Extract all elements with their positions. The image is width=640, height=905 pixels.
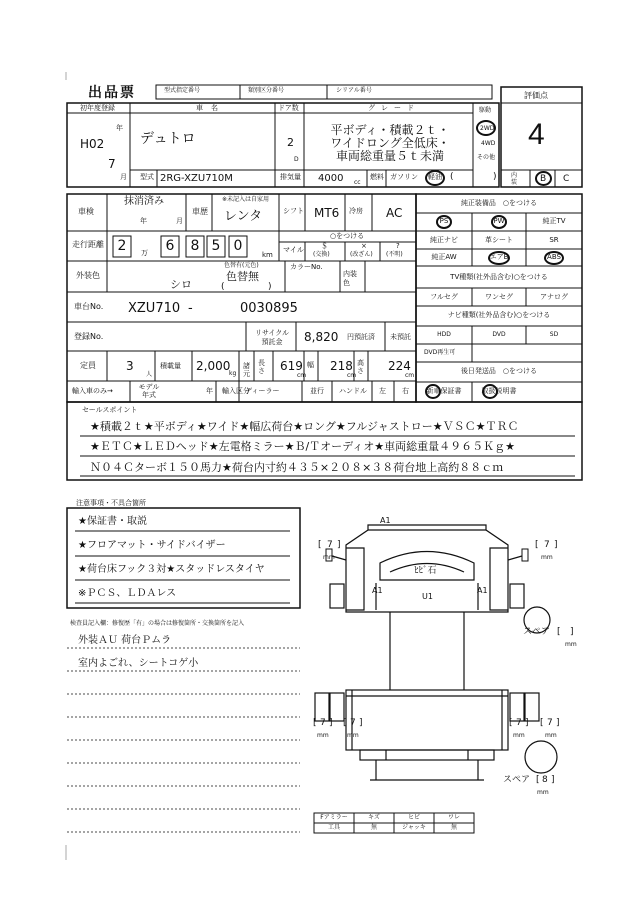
interior-c: C [563,174,570,184]
tread-rear-right-outer-close: ] [556,718,560,728]
truck-diagram [315,525,557,780]
tread-front-left-close: ] [337,540,341,550]
tread-front-right-unit: mm [541,554,553,561]
fuel-paren-close: ) [493,172,497,182]
month-unit: 月 [120,173,127,181]
equip-airbag: エアB [489,253,509,261]
pay-label: 諸元 [243,362,250,378]
interior-b: B [540,174,547,184]
drive-label: 駆動 [479,107,492,114]
spare-bottom-value: 8 [542,775,548,785]
spare-top-label: スペア [523,627,551,637]
import-dealer: ディーラー [245,387,280,395]
load-label: 積載量 [160,362,181,370]
history-label: 車歴 [192,207,208,216]
tv-analog: アナログ [540,293,568,301]
sales-point-line-1: ★積載２ｔ★平ボディ★ワイド★幅広荷台★ロング★フルジャストロー★ＶＳＣ★ＴＲＣ [90,420,519,433]
width-unit: cm [347,372,357,379]
import-parallel: 並行 [310,387,324,395]
navi-dvd: DVD [492,331,506,338]
tread-rear-left-outer: 7 [320,718,326,728]
doors-label: ドア数 [278,104,299,112]
tread-front-right-close: ] [554,540,558,550]
mileage-digit-2: 6 [165,238,175,254]
drive-2wd: 2WD [480,125,495,132]
mileage-digit-4: 5 [211,238,221,254]
equip-abs-circle [544,251,564,265]
recycle-label: リサイクル預託金 [254,329,290,346]
tv-fullseg: フルセグ [430,293,458,301]
grade-label: グレード [368,104,420,112]
length-unit: cm [297,372,307,379]
sales-point-line-2: ★ＥＴＣ★ＬＥＤヘッド★左電格ミラー★Ｂ/Ｔオーディオ★車両総重量４９６５Ｋｇ★ [90,440,515,453]
note-line-2: ★フロアマット・サイドバイザー [78,540,226,551]
dvd-playback-label: DVD再生可 [424,349,456,356]
navi-hdd: HDD [437,331,451,338]
load-unit: kg [229,370,237,377]
model-label: 型式 [140,173,154,181]
meter-circle-note: ○をつける [330,232,365,240]
length-label: 長さ [258,359,265,375]
sales-points-label: セールスポイント [82,406,138,414]
tread-rear-left-outer-open: [ [313,718,317,728]
handle-left: 左 [379,387,386,395]
spare-bottom-open: [ [536,775,540,785]
tread-front-right-open: [ [535,540,539,550]
docs-manual: 取扱説明書 [481,387,517,395]
equip-tv: 純正TV [542,217,566,225]
meter-opt-3-label: (不明) [386,251,403,258]
handle-right: 右 [402,387,409,395]
tread-rear-right-outer-open: [ [540,718,544,728]
interior-b-circle [535,171,552,186]
meter-opt-1-label: (交換) [313,251,330,258]
doors-unit: D [294,156,299,163]
tread-rear-left-outer-close: ] [329,718,333,728]
navi-sd: SD [549,331,559,338]
history-value: レンタ [224,209,263,224]
spare-top-bracket-open: [ [557,627,561,637]
tread-rear-right-inner: 7 [516,718,522,728]
equipment-title: 純正装備品 ○をつける [460,199,538,207]
grade-line-2: ワイドロング全低床・ [330,136,450,150]
fuel-gas: ガソリン [390,173,418,181]
meter-label: マイル [283,246,304,254]
tv-oneseg: ワンセグ [485,293,513,301]
inspector-line-2: 室内よごれ、シートコゲ小 [78,658,199,669]
class-code-label: 類別区分番号 [248,87,285,94]
inspector-line-1: 外装ＡＵ 荷台Ｐムラ [78,635,172,646]
docs-warranty-circle [425,384,441,399]
displacement-label: 排気量 [280,173,301,181]
year-unit: 年 [116,124,123,132]
meter-opt-2: × [361,242,367,250]
model-year-unit: 年 [206,387,213,395]
note-line-3: ★荷台床フック３対★スタッドレスタイヤ [78,564,265,575]
height-label: 高さ [357,359,364,375]
spare-top-unit: mm [565,641,577,648]
drive-other: その他 [477,154,496,161]
displacement-unit: cc [354,179,361,186]
tv-title: TV種類(社外品含む)○をつける [450,273,548,281]
damage-a1-roof: A1 [380,516,391,525]
equip-abs: ABS [547,253,561,261]
docs-warranty: 新車保証書 [426,387,462,395]
spare-top-bracket-close: ] [570,627,574,637]
color-change-value: 色替無 [226,270,259,283]
notes-label: 注意事項・不具合箇所 [76,499,146,507]
inspection-year-unit: 年 [140,217,147,225]
damage-a1-right: A1 [477,586,488,595]
tread-rear-left-inner-close: ] [359,718,363,728]
capacity-value: 3 [126,359,134,373]
rating-label: 評価点 [524,91,548,100]
note-line-1: ★保証書・取説 [78,516,147,527]
tread-front-right-value: 7 [544,540,550,550]
legend-header-2: キズ [368,814,380,821]
interior-color-label: 内装色 [343,270,357,287]
tread-rear-right-inner-close: ] [525,718,529,728]
first-reg-month: 7 [108,157,116,171]
meter-opt-1: ＄ [321,242,328,250]
tread-rear-left-inner-unit: mm [347,732,359,739]
ac-label: 冷房 [349,207,363,215]
sales-point-line-3: Ｎ０４Ｃターボ１５０馬力★荷台内寸約４３５×２０８×３８荷台地上高約８８ｃｍ [90,461,504,474]
drive-4wd: 4WD [481,140,496,147]
capacity-unit: 人 [146,371,153,378]
chassis-dash: - [188,301,193,316]
equip-pw-circle [491,215,507,229]
spare-bottom-label: スペア [503,775,531,785]
mileage-label: 走行距離 [72,240,104,249]
history-note: ※未記入は自家用 [222,196,270,203]
grade-line-3: 車両総重量５ｔ未満 [335,149,444,163]
note-line-4: ※ＰＣＳ、ＬＤＡレス [78,588,177,599]
equip-aw: 純正AW [431,253,457,261]
inspection-label: 車検 [78,207,94,216]
tread-front-left-value: 7 [327,540,333,550]
legend-value-4: 無 [450,824,457,831]
displacement-value: 4000 [318,173,344,184]
color-change-label: 色替有(元色) [224,262,259,269]
doors-value: 2 [287,136,294,149]
drive-2wd-circle [476,120,496,136]
chassis-prefix: XZU710 [128,301,181,316]
shift-value: MT6 [314,206,340,220]
fuel-selected-circle [425,170,445,186]
chassis-number: 0030895 [240,301,298,316]
fuel-label: 燃料 [370,173,384,181]
exterior-color-value: シロ [170,278,192,291]
docs-manual-circle [482,384,498,399]
chassis-no-label: 車台No. [74,302,104,311]
tread-front-left-open: [ [318,540,322,550]
model-value: 2RG-XZU710M [160,173,233,184]
type-code-label: 型式指定番号 [164,87,201,94]
length-value: 619 [280,359,303,373]
navi-title: ナビ種類(社外品含む)○をつける [447,311,551,319]
damage-chip-windshield: ﾋﾋﾞ石 [414,566,437,576]
legend-value-3: ジャッキ [402,824,426,831]
form-title: 出品票 [88,85,136,101]
mileage-digit-1: 2 [117,238,127,254]
rating-value: 4 [528,118,545,151]
meter-opt-3: ? [396,242,400,250]
first-reg-era-year: H02 [80,137,105,151]
handle-label: ハンドル [339,387,367,395]
equip-ps: PS [439,217,449,225]
recycle-deposited: 円預託済 [347,333,375,341]
damage-a1-left: A1 [372,586,383,595]
mileage-digit-3: 8 [190,238,200,254]
fuel-diesel: 軽油 [428,173,442,181]
height-unit: cm [405,372,415,379]
inspector-label: 検査員記入欄：修復歴「有」の場合は修復箇所・交換箇所を記入 [70,620,245,627]
tread-rear-left-inner-open: [ [343,718,347,728]
reg-no-label: 登録No. [74,332,104,341]
tread-rear-right-outer: 7 [547,718,553,728]
mileage-digit-5: 0 [233,238,243,254]
tread-rear-right-inner-open: [ [509,718,513,728]
recycle-amount: 8,820 [304,330,339,344]
equip-navi: 純正ナビ [430,236,458,244]
load-value: 2,000 [196,359,231,373]
recycle-not-deposited: 未預託 [390,333,411,341]
equip-sr: SR [549,236,559,244]
inspection-value: 抹消済み [124,196,164,207]
mileage-km-unit: km [262,251,273,259]
serial-label: シリアル番号 [336,87,372,94]
first-reg-label: 初年度登録 [80,104,115,112]
legend-value-1: 工具 [327,824,340,831]
width-label: 幅 [307,361,314,369]
spare-bottom-close: ] [551,775,555,785]
inspection-month-unit: 月 [176,217,183,225]
mileage-man-unit: 万 [141,249,148,257]
meter-opt-2-label: (改ざん) [350,251,373,258]
tread-rear-right-inner-unit: mm [513,732,525,739]
height-value: 224 [388,359,411,373]
legend-header-3: ヒビ [407,814,420,821]
model-year-label: モデル年式 [138,383,160,399]
equip-ps-circle [436,215,452,229]
color-paren-close: ) [268,282,272,292]
fuel-paren-open: ( [450,172,454,182]
tread-rear-left-inner: 7 [350,718,356,728]
import-only-label: 輸入車のみ→ [72,387,113,395]
capacity-label: 定員 [80,361,96,370]
equip-airbag-circle [488,251,510,265]
legend-header-1: Fアミラー [320,814,348,821]
tread-front-left-unit: mm [323,554,335,561]
color-paren-open: ( [221,282,225,292]
tread-rear-left-outer-unit: mm [317,732,329,739]
equip-leather: 革シート [485,236,513,244]
equip-pw: PW [493,217,505,225]
import-type-label: 輸入区分 [222,387,250,395]
car-name: デュトロ [140,131,196,147]
exterior-color-label: 外装色 [76,271,100,280]
color-no-label: カラーNo. [290,263,323,271]
tread-rear-right-outer-unit: mm [545,732,557,739]
damage-u1-front: U1 [422,592,433,601]
shift-label: シフト [283,207,304,215]
legend-value-2: 無 [370,824,377,831]
grade-line-1: 平ボディ・積載２ｔ・ [330,123,450,137]
interior-label: 内装 [511,172,518,186]
ac-value: AC [386,206,403,220]
docs-title: 後日発送品 ○をつける [460,367,538,375]
legend-header-4: ワレ [447,814,460,821]
width-value: 218 [330,359,353,373]
car-name-label: 車名 [196,104,226,112]
spare-bottom-unit: mm [537,789,549,796]
